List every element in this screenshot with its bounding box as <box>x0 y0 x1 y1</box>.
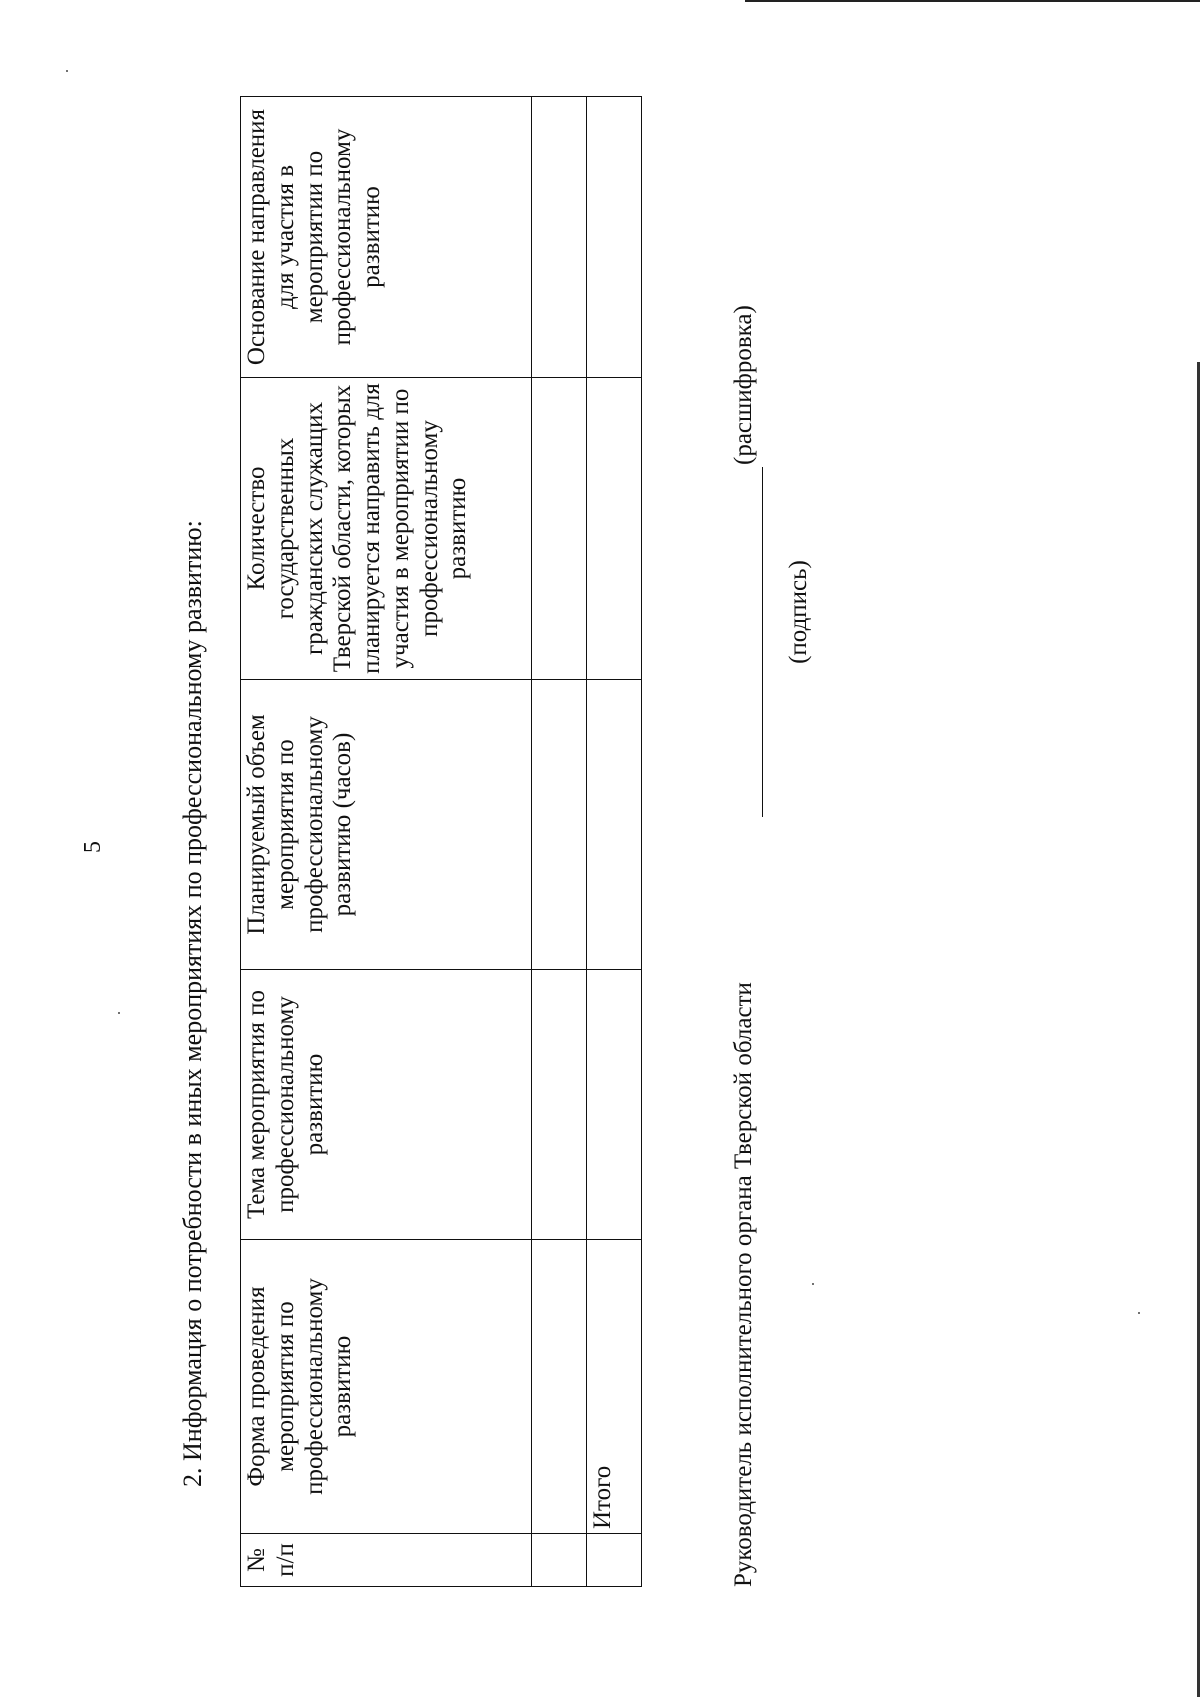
table-header-row <box>241 97 532 1587</box>
section-title: 2. Информация о потребности в иных мероприятиях по профессиональному развитию: <box>178 520 207 1487</box>
total-label: Итого <box>587 1240 642 1534</box>
table-cell <box>587 97 642 378</box>
header-count: Количество государственных гражданских служащих Тверской области, которых планируется направить для участия в мероприятии по профессиональному развитию <box>241 378 532 680</box>
needs-table <box>240 96 642 1587</box>
decoding-caption: (расшифровка) <box>730 305 757 465</box>
signature-caption: (подпись) <box>785 560 812 664</box>
table-cell <box>532 1240 587 1534</box>
signature-line <box>762 467 763 817</box>
page-number: 5 <box>80 841 106 853</box>
table-row <box>532 97 587 1587</box>
table-cell <box>532 97 587 378</box>
signer-title: Руководитель исполнительного органа Тверской области <box>730 982 757 1587</box>
header-number: № п/п <box>241 1534 532 1587</box>
header-basis: Основание направления для участия в мероприятии по профессиональному развитию <box>241 97 532 378</box>
table-cell <box>587 378 642 680</box>
header-topic: Тема мероприятия по профессиональному развитию <box>241 970 532 1240</box>
table-row-total <box>587 97 642 1587</box>
header-volume: Планируемый объем мероприятия по профессиональному развитию (часов) <box>241 680 532 970</box>
table-cell <box>532 378 587 680</box>
table-cell <box>532 1534 587 1587</box>
table-cell <box>532 680 587 970</box>
table-cell <box>587 970 642 1240</box>
table-cell <box>587 1534 642 1587</box>
table-cell <box>587 680 642 970</box>
header-form: Форма проведения мероприятия по профессиональному развитию <box>241 1240 532 1534</box>
table-cell <box>532 970 587 1240</box>
